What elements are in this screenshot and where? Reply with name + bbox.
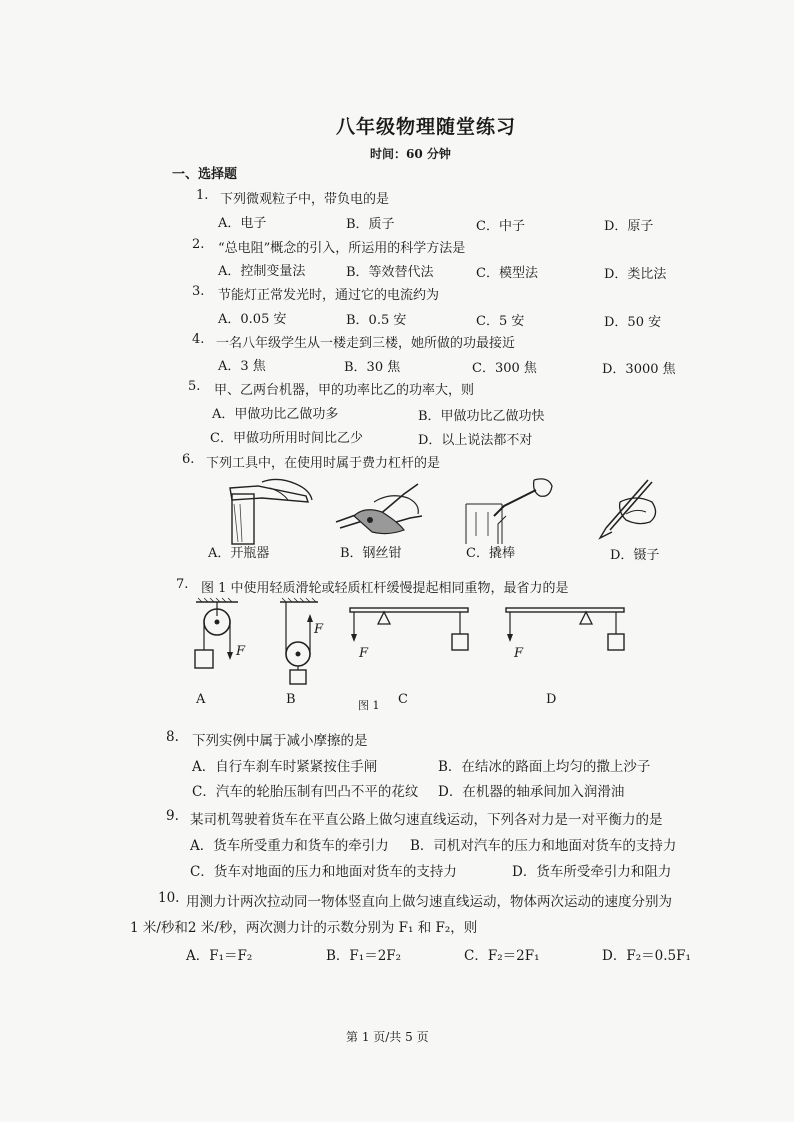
q7-a-force-label: F [236,644,246,659]
q7-c-force-label: F [359,646,369,661]
q7-label-b: B [286,692,296,707]
q6-option-a: A．开瓶器 [208,546,270,561]
q4-option-c: C．300 焦 [472,361,537,376]
q1-option-c: C．中子 [476,219,525,234]
q2-option-a: A．控制变量法 [218,264,306,279]
q10-option-a: A．F₁＝F₂ [186,948,253,964]
time-limit: 时间：60 分钟 [370,147,451,161]
q3-option-b: B．0.5 安 [346,313,407,328]
bottle-opener-figure [226,476,316,546]
q4-stem: 一名八年级学生从一楼走到三楼，她所做的功最接近 [216,336,516,351]
q4-option-b: B．30 焦 [344,360,401,375]
q3-option-d: D．50 安 [604,315,662,330]
q3-number: 3. [192,284,205,299]
q8-option-a: A．自行车刹车时紧紧按住手闸 [192,759,378,775]
figure-caption: 图 1 [358,699,380,712]
q2-number: 2. [192,237,205,252]
q8-option-c: C．汽车的轮胎压制有凹凸不平的花纹 [192,784,419,800]
q9-number: 9. [166,808,179,824]
q10-stem-line2: 1 米/秒和2 米/秒，两次测力计的示数分别为 F₁ 和 F₂，则 [130,920,478,936]
q7-label-a: A [196,692,206,707]
pliers-figure [334,476,424,546]
q8-stem: 下列实例中属于减小摩擦的是 [192,733,368,749]
fixed-pulley-figure [190,598,250,678]
q1-option-b: B．质子 [346,217,395,232]
q5-option-c: C．甲做功所用时间比乙少 [210,431,363,446]
q4-number: 4. [192,332,205,347]
q8-option-b: B．在结冰的路面上均匀的撒上沙子 [438,759,651,775]
q6-option-c: C．撬棒 [466,546,515,561]
q5-stem: 甲、乙两台机器，甲的功率比乙的功率大，则 [214,383,475,398]
q10-option-d: D．F₂＝0.5F₁ [602,948,691,964]
q5-option-b: B．甲做功比乙做功快 [418,409,545,424]
q5-number: 5. [188,379,201,394]
q6-option-b: B．钢丝钳 [340,546,402,561]
q3-option-a: A．0.05 安 [218,312,287,327]
q10-option-b: B．F₁＝2F₂ [326,948,402,964]
crowbar-figure [462,476,562,546]
q6-number: 6. [182,452,195,467]
q9-option-b: B．司机对汽车的压力和地面对货车的支持力 [410,838,677,854]
q10-option-c: C．F₂＝2F₁ [464,948,540,964]
q9-stem: 某司机驾驶着货车在平直公路上做匀速直线运动，下列各对力是一对平衡力的是 [190,812,663,828]
q7-stem: 图 1 中使用轻质滑轮或轻质杠杆缓慢提起相同重物，最省力的是 [201,581,569,596]
q9-option-d: D．货车所受牵引力和阻力 [512,864,672,880]
section-heading: 一、选择题 [172,167,238,182]
q6-option-d: D．镊子 [610,548,660,563]
q8-number: 8. [166,729,179,745]
q9-option-a: A．货车所受重力和货车的牵引力 [190,838,389,854]
page-title: 八年级物理随堂练习 [336,116,517,138]
q7-label-d: D [546,692,557,707]
q2-stem: “总电阻”概念的引入，所运用的科学方法是 [218,241,466,256]
q4-option-a: A．3 焦 [218,359,266,374]
q7-label-c: C [398,692,408,707]
q10-stem-line1: 用测力计两次拉动同一物体竖直向上做匀速直线运动，物体两次运动的速度分别为 [186,894,672,910]
q2-option-b: B．等效替代法 [346,265,434,280]
q4-option-d: D．3000 焦 [602,362,676,377]
q6-stem: 下列工具中，在使用时属于费力杠杆的是 [206,456,441,471]
q1-number: 1. [196,188,209,203]
q1-option-d: D．原子 [604,219,654,234]
tweezers-figure [596,478,666,544]
q2-option-c: C．模型法 [476,266,538,281]
q1-stem: 下列微观粒子中，带负电的是 [220,192,390,207]
q5-option-a: A．甲做功比乙做功多 [212,407,339,422]
q5-option-d: D．以上说法都不对 [418,433,533,448]
q2-option-d: D．类比法 [604,267,667,282]
q3-stem: 节能灯正常发光时，通过它的电流约为 [218,288,440,303]
movable-pulley-figure [278,598,328,688]
q7-b-force-label: F [314,622,324,637]
page-footer: 第 1 页/共 5 页 [346,1030,429,1044]
q8-option-d: D．在机器的轴承间加入润滑油 [438,784,625,800]
q7-number: 7. [176,577,189,592]
q7-d-force-label: F [514,646,524,661]
q3-option-c: C．5 安 [476,314,525,329]
q9-option-c: C．货车对地面的压力和地面对货车的支持力 [190,864,457,880]
q10-number: 10. [158,890,180,906]
q1-option-a: A．电子 [218,216,267,231]
